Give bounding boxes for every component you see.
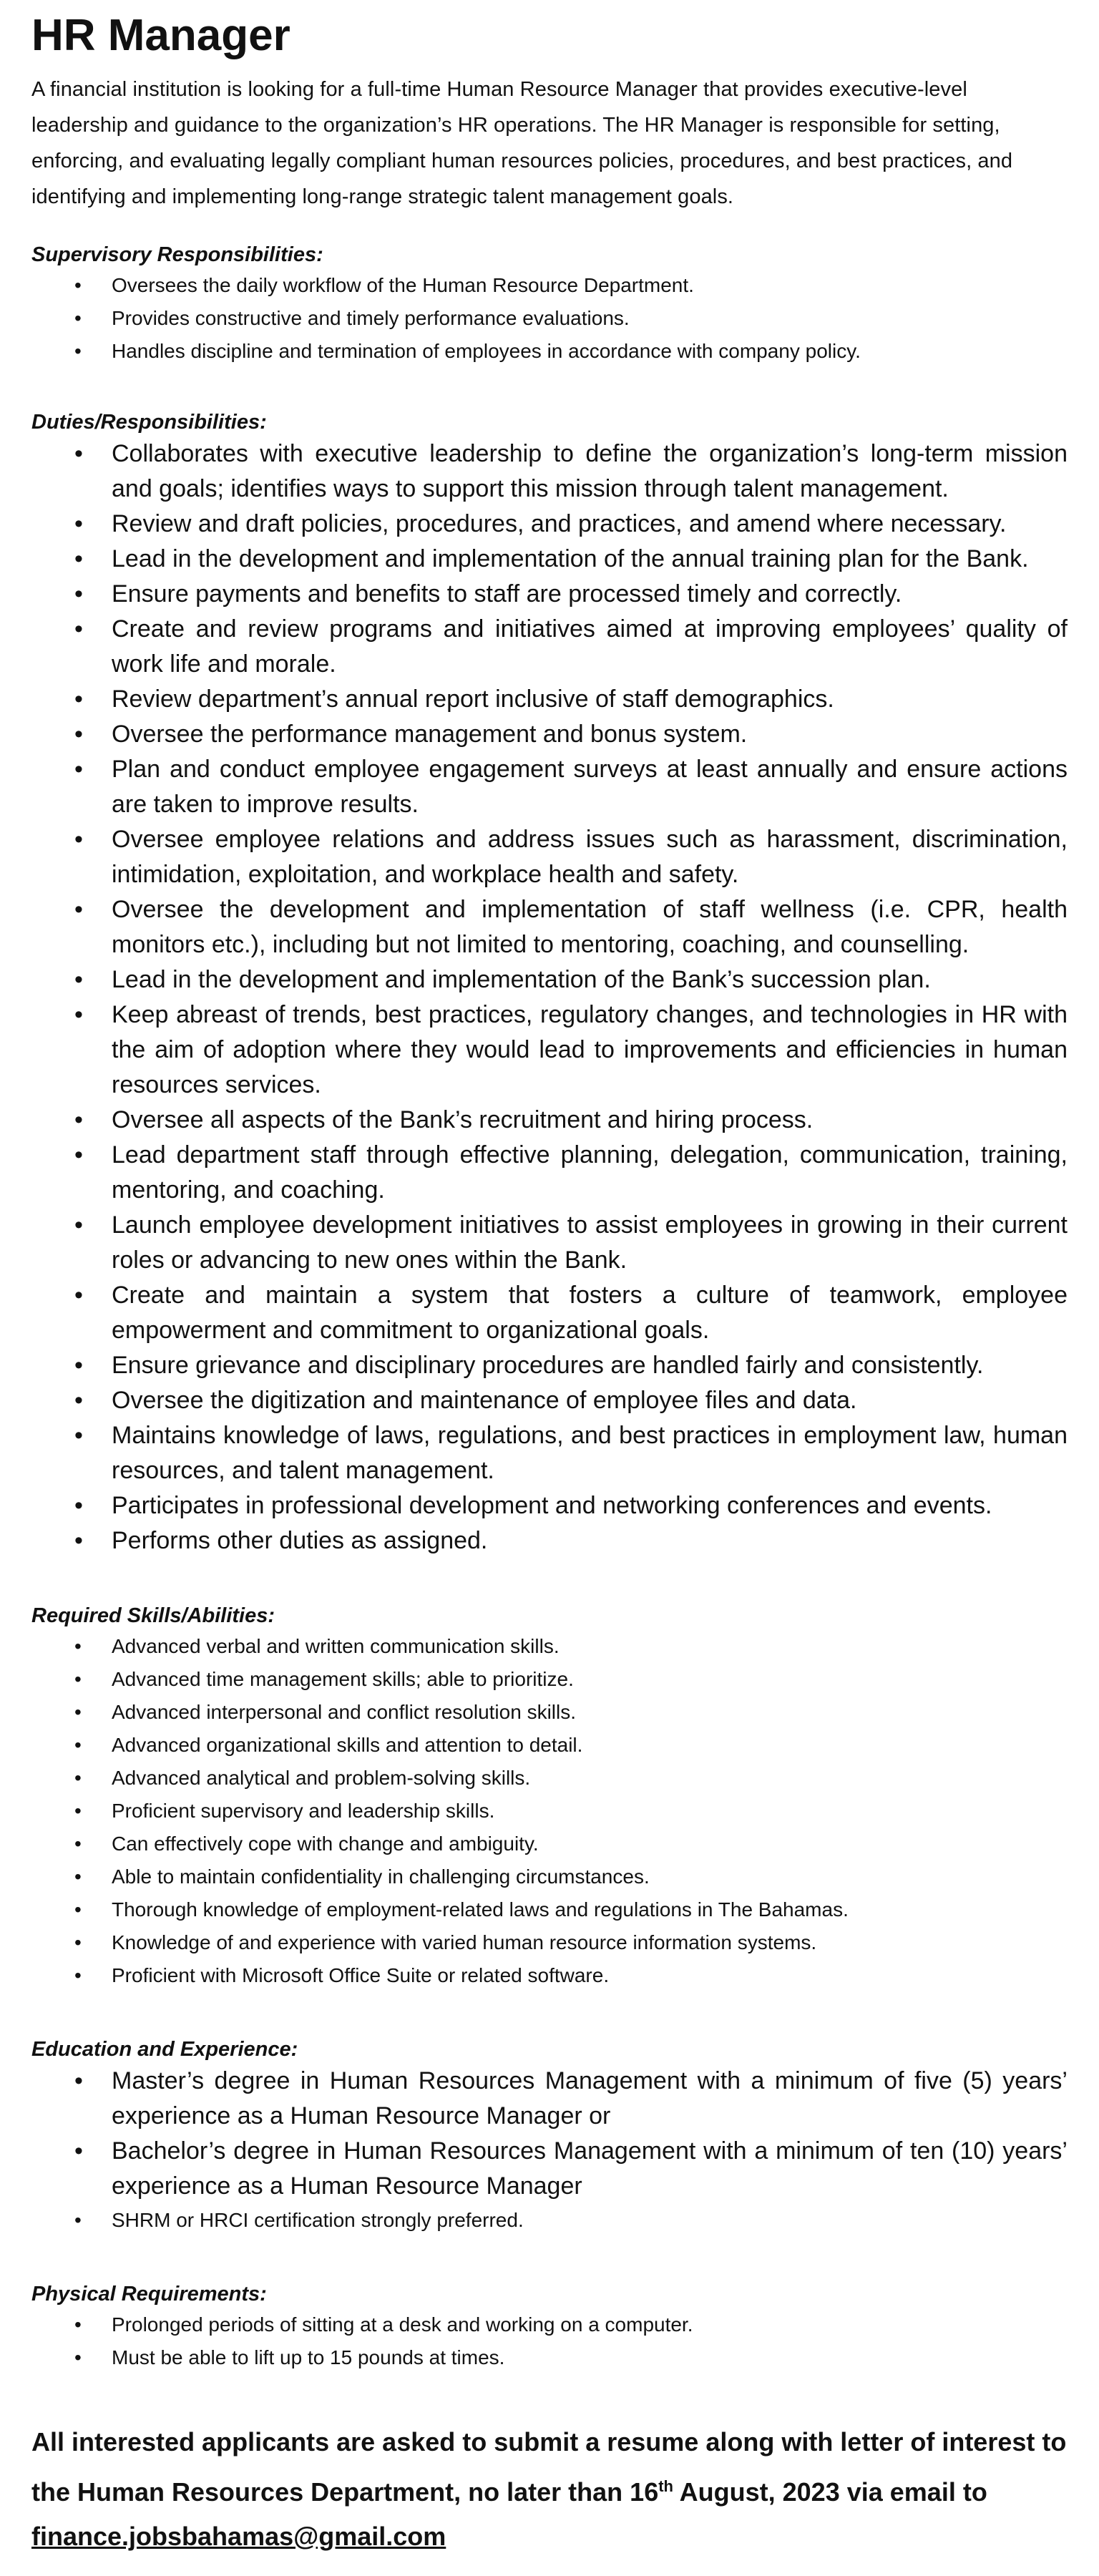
list-item: • Performs other duties as assigned. bbox=[31, 1523, 1068, 1558]
list-item: • Knowledge of and experience with varied human resource information systems. bbox=[31, 1926, 1068, 1959]
list-item: • Participates in professional development and networking conferences and events. bbox=[31, 1488, 1068, 1523]
list-item: • Advanced verbal and written communication skills. bbox=[31, 1630, 1068, 1663]
list-item: • Bachelor’s degree in Human Resources Management with a minimum of ten (10) years’ experience as a Human Resource Manager bbox=[31, 2134, 1068, 2204]
list-item: • Plan and conduct employee engagement surveys at least annually and ensure actions are taken to improve results. bbox=[31, 752, 1068, 822]
list-item: • Keep abreast of trends, best practices, regulatory changes, and technologies in HR with the aim of adoption where they would lead to improvements and efficiencies in human resources services. bbox=[31, 997, 1068, 1103]
list-item: • Must be able to lift up to 15 pounds at times. bbox=[31, 2341, 1068, 2374]
footer-text-after: August, 2023 via email to bbox=[673, 2477, 987, 2507]
page-title: HR Manager bbox=[31, 11, 290, 60]
education-list bbox=[31, 2064, 1068, 2204]
education-heading: Education and Experience: bbox=[31, 2038, 298, 2061]
supervisory-heading: Supervisory Responsibilities: bbox=[31, 243, 323, 266]
skills-heading: Required Skills/Abilities: bbox=[31, 1604, 275, 1627]
physical-heading: Physical Requirements: bbox=[31, 2283, 267, 2306]
list-item: • Handles discipline and termination of employees in accordance with company policy. bbox=[31, 335, 1068, 368]
intro-paragraph: A financial institution is looking for a full-time Human Resource Manager that provides executive-level leadership and guidance to the organization’s HR operations. The HR Manager is responsible for setting, enforcing, and evaluating legally compliant human resources policies, procedures, and best practices, and identifying and implementing long-range strategic talent management goals. bbox=[31, 78, 1013, 208]
list-item: • Lead in the development and implementation of the annual training plan for the Bank. bbox=[31, 542, 1068, 577]
list-item: • Advanced interpersonal and conflict resolution skills. bbox=[31, 1696, 1068, 1729]
list-item: • Oversee all aspects of the Bank’s recruitment and hiring process. bbox=[31, 1103, 1068, 1138]
list-item: • Maintains knowledge of laws, regulations, and best practices in employment law, human resources, and talent management. bbox=[31, 1418, 1068, 1488]
list-item: • Lead in the development and implementation of the Bank’s succession plan. bbox=[31, 962, 1068, 997]
list-item: • Oversee the development and implementation of staff wellness (i.e. CPR, health monitors etc.), including but not limited to mentoring, coaching, and counselling. bbox=[31, 892, 1068, 962]
list-item: • Collaborates with executive leadership to define the organization’s long-term mission and goals; identifies ways to support this mission through talent management. bbox=[31, 436, 1068, 507]
duties-heading: Duties/Responsibilities: bbox=[31, 411, 267, 434]
application-instructions bbox=[31, 2420, 1068, 2559]
list-item: • Ensure grievance and disciplinary procedures are handled fairly and consistently. bbox=[31, 1348, 1068, 1383]
list-item: • Create and review programs and initiatives aimed at improving employees’ quality of work life and morale. bbox=[31, 612, 1068, 682]
list-item: • Proficient with Microsoft Office Suite or related software. bbox=[31, 1959, 1068, 1992]
footer-text-before: All interested applicants are asked to submit a resume along with letter of interest to the Human Resources Department, no later than 16 bbox=[31, 2427, 1067, 2507]
list-item: • Master’s degree in Human Resources Management with a minimum of five (5) years’ experience as a Human Resource Manager or bbox=[31, 2064, 1068, 2134]
list-item: • SHRM or HRCI certification strongly preferred. bbox=[31, 2204, 1068, 2237]
list-item: • Oversee employee relations and address issues such as harassment, discrimination, intimidation, exploitation, and workplace health and safety. bbox=[31, 822, 1068, 892]
skills-list bbox=[31, 1630, 1068, 1992]
list-item: • Oversees the daily workflow of the Human Resource Department. bbox=[31, 269, 1068, 302]
list-item: • Thorough knowledge of employment-related laws and regulations in The Bahamas. bbox=[31, 1893, 1068, 1926]
list-item: • Create and maintain a system that fosters a culture of teamwork, employee empowerment and commitment to organizational goals. bbox=[31, 1278, 1068, 1348]
education-list-small bbox=[31, 2204, 1068, 2237]
list-item: • Launch employee development initiatives to assist employees in growing in their current roles or advancing to new ones within the Bank. bbox=[31, 1208, 1068, 1278]
list-item: • Lead department staff through effective planning, delegation, communication, training, mentoring, and coaching. bbox=[31, 1138, 1068, 1208]
email-link[interactable]: finance.jobsbahamas@gmail.com bbox=[31, 2522, 446, 2551]
list-item: • Review and draft policies, procedures, and practices, and amend where necessary. bbox=[31, 507, 1068, 542]
list-item: • Oversee the digitization and maintenance of employee files and data. bbox=[31, 1383, 1068, 1418]
list-item: • Review department’s annual report inclusive of staff demographics. bbox=[31, 682, 1068, 717]
list-item: • Proficient supervisory and leadership skills. bbox=[31, 1795, 1068, 1828]
list-item: • Advanced time management skills; able to prioritize. bbox=[31, 1663, 1068, 1696]
physical-list bbox=[31, 2308, 1068, 2374]
duties-list bbox=[31, 436, 1068, 1558]
list-item: • Prolonged periods of sitting at a desk and working on a computer. bbox=[31, 2308, 1068, 2341]
list-item: • Provides constructive and timely performance evaluations. bbox=[31, 302, 1068, 335]
supervisory-list bbox=[31, 269, 1068, 368]
list-item: • Advanced analytical and problem-solving skills. bbox=[31, 1762, 1068, 1795]
list-item: • Able to maintain confidentiality in challenging circumstances. bbox=[31, 1860, 1068, 1893]
list-item: • Oversee the performance management and bonus system. bbox=[31, 717, 1068, 752]
list-item: • Ensure payments and benefits to staff are processed timely and correctly. bbox=[31, 577, 1068, 612]
date-suffix: th bbox=[658, 2477, 673, 2495]
list-item: • Can effectively cope with change and ambiguity. bbox=[31, 1828, 1068, 1860]
list-item: • Advanced organizational skills and attention to detail. bbox=[31, 1729, 1068, 1762]
